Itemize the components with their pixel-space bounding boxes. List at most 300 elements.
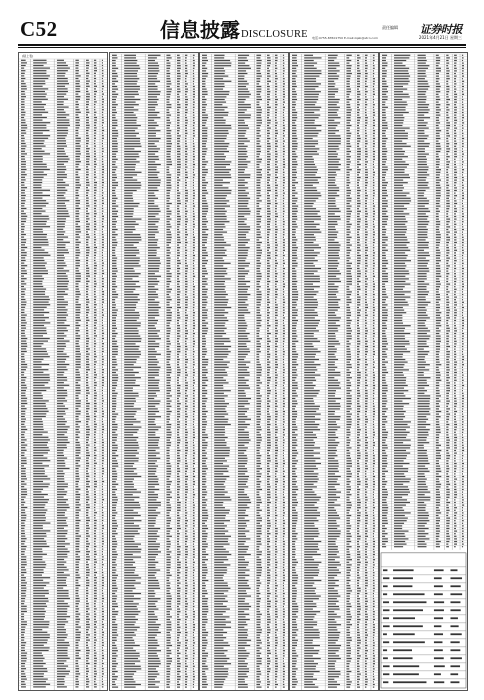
- table-cell-text: [166, 120, 170, 121]
- table-cell-text: [112, 83, 115, 84]
- table-cell-text: [124, 455, 136, 456]
- table-cell-text: [124, 624, 134, 625]
- table-cell-text: [193, 255, 195, 256]
- table-cell-text: [148, 109, 155, 110]
- table-cell-text: [177, 177, 179, 178]
- table-cell-text: [33, 309, 44, 310]
- table-cell-text: [256, 174, 262, 175]
- table-cell-text: [21, 530, 25, 531]
- table-cell-text: [193, 263, 194, 264]
- table-cell-text: [193, 81, 194, 82]
- table-cell-text: [75, 426, 79, 427]
- table-cell-text: [102, 359, 104, 360]
- table-cell-text: [94, 393, 97, 394]
- table-cell-text: [94, 564, 96, 565]
- table-cell-text: [57, 234, 64, 235]
- table-cell-text: [86, 455, 90, 456]
- table-cell-text: [202, 356, 205, 357]
- table-cell-text: [267, 86, 270, 87]
- table-cell-text: [21, 60, 26, 61]
- table-cell-text: [214, 289, 225, 290]
- table-cell-text: [256, 104, 259, 105]
- table-cell-text: [148, 523, 156, 524]
- table-cell-text: [275, 247, 277, 248]
- table-cell-text: [177, 606, 179, 607]
- table-cell-text: [177, 167, 181, 168]
- table-cell-text: [275, 232, 277, 233]
- table-cell-text: [33, 424, 43, 425]
- table-cell-text: [177, 601, 180, 602]
- table-cell-text: [238, 367, 249, 368]
- table-cell-text: [33, 195, 50, 196]
- table-cell-text: [112, 364, 117, 365]
- table-cell-text: [177, 294, 180, 295]
- table-cell-text: [177, 76, 181, 77]
- table-cell-text: [102, 476, 103, 477]
- table-cell-text: [86, 99, 90, 100]
- table-cell-text: [238, 221, 244, 222]
- table-cell-text: [86, 372, 88, 373]
- table-cell-text: [102, 226, 104, 227]
- table-cell-text: [112, 68, 118, 69]
- table-cell-text: [275, 289, 278, 290]
- table-cell-text: [57, 127, 68, 128]
- table-cell-text: [94, 125, 96, 126]
- table-cell-text: [112, 476, 117, 477]
- table-cell-text: [102, 88, 104, 89]
- table-cell-text: [21, 478, 27, 479]
- table-cell-text: [102, 190, 103, 191]
- table-cell-text: [275, 148, 277, 149]
- table-cell-text: [94, 263, 96, 264]
- table-cell-text: [166, 497, 171, 498]
- table-cell-text: [112, 76, 118, 77]
- table-cell-text: [94, 224, 96, 225]
- table-cell-text: [57, 460, 65, 461]
- table-cell-text: [193, 616, 195, 617]
- table-cell-text: [75, 512, 78, 513]
- table-cell-text: [202, 242, 207, 243]
- table-cell-text: [256, 112, 261, 113]
- table-cell-text: [94, 169, 96, 170]
- table-cell-text: [86, 684, 89, 685]
- table-cell-text: [148, 91, 161, 92]
- table-cell-text: [193, 278, 194, 279]
- table-cell-text: [112, 687, 118, 688]
- table-cell-text: [148, 679, 155, 680]
- table-cell-text: [124, 538, 133, 539]
- table-cell-text: [166, 130, 171, 131]
- table-cell-text: [75, 218, 79, 219]
- table-cell-text: [57, 101, 64, 102]
- table-cell-text: [148, 640, 157, 641]
- table-cell-text: [177, 125, 179, 126]
- table-cell-text: [94, 549, 96, 550]
- table-cell-text: [75, 109, 79, 110]
- table-cell-text: [102, 455, 104, 456]
- table-cell-text: [166, 190, 170, 191]
- table-cell-text: [57, 658, 70, 659]
- table-cell-text: [267, 323, 269, 324]
- table-cell-text: [21, 429, 27, 430]
- table-cell-text: [148, 161, 155, 162]
- table-cell-text: [21, 564, 27, 565]
- table-cell-text: [202, 211, 208, 212]
- table-cell-text: [57, 252, 69, 253]
- table-cell-text: [214, 346, 231, 347]
- table-cell-text: [112, 564, 117, 565]
- table-cell-text: [94, 242, 96, 243]
- table-cell-text: [21, 354, 24, 355]
- table-cell-text: [33, 91, 45, 92]
- table-cell-text: [275, 109, 277, 110]
- table-cell-text: [185, 161, 187, 162]
- table-cell-text: [57, 322, 64, 323]
- table-cell-text: [214, 133, 229, 134]
- table-cell-text: [86, 403, 90, 404]
- table-cell-text: [275, 208, 277, 209]
- table-cell-text: [33, 250, 44, 251]
- table-cell-text: [75, 442, 79, 443]
- table-cell-text: [124, 619, 138, 620]
- table-cell-text: [102, 135, 104, 136]
- table-cell-text: [202, 128, 208, 129]
- table-cell-text: [256, 362, 259, 363]
- table-cell-text: [75, 455, 78, 456]
- table-cell-text: [148, 115, 157, 116]
- table-cell-text: [124, 185, 141, 186]
- table-cell-text: [177, 453, 179, 454]
- table-cell-text: [57, 208, 66, 209]
- table-cell-text: [214, 185, 222, 186]
- table-cell-text: [148, 271, 159, 272]
- table-cell-text: [148, 128, 156, 129]
- table-cell-text: [166, 297, 170, 298]
- table-cell-text: [148, 635, 157, 636]
- table-cell-text: [283, 367, 285, 368]
- table-cell-text: [75, 169, 80, 170]
- table-cell-text: [238, 380, 249, 381]
- table-cell-text: [86, 533, 89, 534]
- table-cell-text: [177, 676, 181, 677]
- table-cell-text: [102, 346, 104, 347]
- table-cell-text: [57, 439, 68, 440]
- table-cell-text: [124, 351, 141, 352]
- table-cell-text: [214, 148, 227, 149]
- table-cell-text: [256, 338, 262, 339]
- table-cell-text: [57, 354, 67, 355]
- table-cell-text: [166, 172, 169, 173]
- table-cell-text: [177, 619, 181, 620]
- table-cell-text: [112, 177, 117, 178]
- table-cell-text: [21, 442, 25, 443]
- table-cell-text: [94, 486, 97, 487]
- table-cell-text: [202, 307, 206, 308]
- table-cell-text: [238, 138, 247, 139]
- table-cell-text: [94, 507, 95, 508]
- table-cell-text: [202, 130, 207, 131]
- table-cell-text: [57, 335, 67, 336]
- table-cell-text: [166, 263, 170, 264]
- table-cell-text: [94, 601, 96, 602]
- table-cell-text: [57, 341, 70, 342]
- table-cell-text: [124, 380, 136, 381]
- table-cell-text: [124, 372, 139, 373]
- table-cell-text: [112, 619, 116, 620]
- table-cell-text: [102, 437, 103, 438]
- table-cell-text: [238, 109, 247, 110]
- table-cell-text: [256, 81, 260, 82]
- table-cell-text: [21, 133, 26, 134]
- table-cell-text: [57, 302, 68, 303]
- table-cell-text: [275, 271, 277, 272]
- table-cell-text: [86, 554, 89, 555]
- table-cell-text: [283, 258, 284, 259]
- table-cell-text: [256, 86, 261, 87]
- table-cell-text: [21, 484, 26, 485]
- table-cell-text: [86, 174, 89, 175]
- table-cell-text: [124, 551, 141, 552]
- table-cell-text: [102, 179, 104, 180]
- table-cell-text: [112, 159, 118, 160]
- table-cell-text: [57, 582, 66, 583]
- table-cell-text: [148, 187, 157, 188]
- table-cell-text: [283, 255, 285, 256]
- table-cell-text: [148, 567, 156, 568]
- table-cell-text: [75, 247, 79, 248]
- table-cell-text: [33, 135, 50, 136]
- table-cell-text: [33, 224, 46, 225]
- table-cell-text: [267, 185, 270, 186]
- table-cell-text: [21, 361, 25, 362]
- table-cell-text: [256, 276, 261, 277]
- table-cell-text: [193, 312, 195, 313]
- table-cell-text: [166, 546, 170, 547]
- table-cell-text: [238, 70, 246, 71]
- table-cell-text: [238, 286, 250, 287]
- table-cell-text: [238, 320, 245, 321]
- table-cell-text: [112, 598, 117, 599]
- table-cell-text: [94, 257, 96, 258]
- table-cell-text: [202, 333, 207, 334]
- table-cell-text: [185, 437, 187, 438]
- table-cell-text: [94, 419, 96, 420]
- table-cell-text: [256, 278, 261, 279]
- table-cell-text: [256, 89, 261, 90]
- table-cell-text: [112, 684, 116, 685]
- table-cell-text: [86, 637, 88, 638]
- table-cell-text: [57, 317, 66, 318]
- table-cell-text: [256, 206, 259, 207]
- table-cell-text: [57, 606, 70, 607]
- table-cell-text: [267, 382, 270, 383]
- table-cell-text: [177, 237, 180, 238]
- table-cell-text: [148, 156, 159, 157]
- table-cell-text: [124, 596, 134, 597]
- table-cell-text: [166, 523, 170, 524]
- table-cell-text: [148, 239, 158, 240]
- table-cell-text: [33, 369, 48, 370]
- table-cell-text: [148, 172, 160, 173]
- table-cell-text: [166, 65, 170, 66]
- table-cell-text: [148, 663, 161, 664]
- table-cell-text: [177, 141, 180, 142]
- table-cell-text: [86, 172, 89, 173]
- table-cell-text: [33, 185, 41, 186]
- table-cell-text: [21, 590, 26, 591]
- table-cell-text: [21, 559, 26, 560]
- table-cell-text: [86, 161, 89, 162]
- table-cell-text: [21, 489, 27, 490]
- table-cell-text: [86, 504, 90, 505]
- table-cell-text: [267, 359, 269, 360]
- table-cell-text: [148, 489, 159, 490]
- table-cell-text: [94, 668, 96, 669]
- table-cell-text: [33, 538, 44, 539]
- table-cell-text: [57, 588, 63, 589]
- table-cell-text: [86, 127, 89, 128]
- table-cell-text: [256, 346, 260, 347]
- table-cell-text: [166, 658, 171, 659]
- table-cell-text: [94, 465, 96, 466]
- table-cell-text: [75, 549, 79, 550]
- table-cell-text: [33, 198, 42, 199]
- table-cell-text: [21, 458, 27, 459]
- table-cell-text: [21, 130, 25, 131]
- table-cell-text: [256, 109, 261, 110]
- table-cell-text: [21, 250, 25, 251]
- table-cell-text: [86, 216, 88, 217]
- table-cell-text: [148, 520, 156, 521]
- table-cell-text: [267, 213, 271, 214]
- table-cell-text: [275, 237, 277, 238]
- table-cell-text: [283, 190, 284, 191]
- table-cell-text: [112, 416, 116, 417]
- table-cell-text: [214, 359, 223, 360]
- table-cell-text: [238, 268, 245, 269]
- table-cell-text: [185, 481, 187, 482]
- table-cell-text: [193, 286, 195, 287]
- table-cell-text: [185, 141, 187, 142]
- table-cell-text: [283, 369, 285, 370]
- table-cell-text: [185, 372, 187, 373]
- table-cell-text: [202, 68, 207, 69]
- table-cell-text: [75, 676, 78, 677]
- table-cell-text: [166, 250, 169, 251]
- table-cell-text: [57, 616, 70, 617]
- table-cell-text: [75, 510, 80, 511]
- table-cell-text: [33, 590, 48, 591]
- table-cell-text: [75, 419, 78, 420]
- table-cell-text: [166, 164, 172, 165]
- table-cell-text: [124, 138, 140, 139]
- table-cell-text: [124, 159, 136, 160]
- table-cell-text: [112, 661, 116, 662]
- table-cell-text: [193, 559, 194, 560]
- table-cell-text: [102, 325, 103, 326]
- table-cell-text: [86, 289, 88, 290]
- table-cell-text: [102, 616, 104, 617]
- table-cell-text: [238, 372, 250, 373]
- table-cell-text: [267, 167, 270, 168]
- table-cell-text: [193, 234, 194, 235]
- table-cell-text: [112, 250, 115, 251]
- table-cell-text: [166, 583, 170, 584]
- table-cell-text: [267, 271, 270, 272]
- table-cell-text: [256, 193, 260, 194]
- table-cell-text: [185, 676, 188, 677]
- table-cell-text: [193, 135, 195, 136]
- table-cell-text: [86, 499, 89, 500]
- table-cell-text: [102, 632, 104, 633]
- table-cell-text: [283, 338, 285, 339]
- table-cell-text: [275, 164, 277, 165]
- table-cell-text: [112, 445, 118, 446]
- table-cell-text: [166, 299, 171, 300]
- table-cell-text: [238, 182, 248, 183]
- table-cell-text: [275, 281, 278, 282]
- table-cell-text: [86, 580, 89, 581]
- table-cell-text: [283, 232, 285, 233]
- table-cell-text: [185, 276, 187, 277]
- table-cell-text: [86, 546, 89, 547]
- table-cell-text: [148, 419, 155, 420]
- table-cell-text: [21, 426, 26, 427]
- table-cell-text: [75, 663, 78, 664]
- table-cell-text: [185, 135, 187, 136]
- table-cell-text: [86, 273, 89, 274]
- table-cell-text: [112, 349, 118, 350]
- table-cell-text: [102, 294, 104, 295]
- table-cell-text: [267, 338, 270, 339]
- table-cell-text: [102, 569, 103, 570]
- table-cell-text: [177, 143, 179, 144]
- table-cell-text: [86, 278, 88, 279]
- table-cell-text: [33, 73, 46, 74]
- table-cell-text: [94, 112, 97, 113]
- table-cell-text: [267, 263, 270, 264]
- table-cell-text: [148, 174, 157, 175]
- table-cell-text: [275, 349, 277, 350]
- table-cell-text: [202, 112, 205, 113]
- table-cell-text: [102, 159, 103, 160]
- table-cell-text: [86, 491, 89, 492]
- table-cell-text: [57, 497, 64, 498]
- table-cell-text: [283, 221, 285, 222]
- table-cell-text: [124, 180, 137, 181]
- table-cell-text: [166, 648, 169, 649]
- table-cell-text: [193, 349, 194, 350]
- table-cell-text: [102, 426, 104, 427]
- table-cell-text: [33, 200, 46, 201]
- table-cell-text: [57, 569, 69, 570]
- table-cell-text: [57, 81, 68, 82]
- table-cell-text: [75, 653, 79, 654]
- table-cell-text: [21, 494, 27, 495]
- table-cell-text: [148, 107, 155, 108]
- table-cell-text: [166, 193, 169, 194]
- table-cell-text: [202, 86, 205, 87]
- table-cell-text: [148, 629, 158, 630]
- table-cell-text: [185, 328, 187, 329]
- table-cell-text: [21, 580, 25, 581]
- table-cell-text: [148, 674, 159, 675]
- table-cell-text: [256, 232, 260, 233]
- table-cell-text: [21, 471, 25, 472]
- table-cell-text: [256, 151, 261, 152]
- table-cell-text: [283, 94, 285, 95]
- table-cell-text: [185, 224, 187, 225]
